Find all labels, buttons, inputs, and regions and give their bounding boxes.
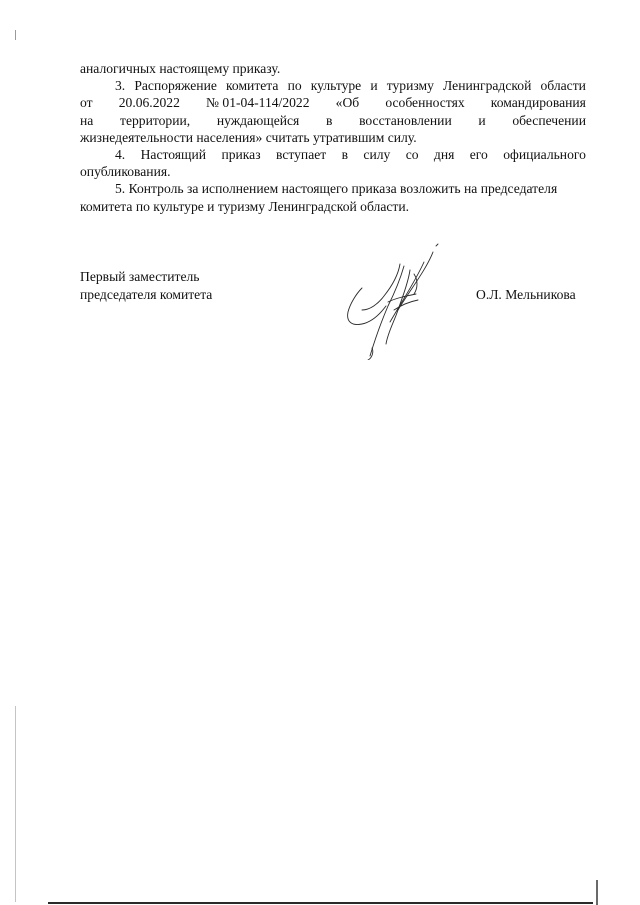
- paragraph-3-line-4: жизнедеятельности населения» считать утратившим силу.: [80, 129, 417, 145]
- bottom-rule: [48, 902, 593, 904]
- paragraph-3-line-3: на территории, нуждающейся в восстановлении и обеспечении: [80, 112, 586, 128]
- document-body: [80, 60, 586, 215]
- paragraph-3-line-1: 3. Распоряжение комитета по культуре и туризму Ленинградской области: [115, 78, 586, 94]
- signer-position: [80, 268, 212, 303]
- paragraph-4-line-1: 4. Настоящий приказ вступает в силу со дня его официального: [115, 147, 586, 163]
- signer-name: О.Л. Мельникова: [476, 287, 576, 302]
- bottom-edge-mark: [596, 880, 598, 905]
- margin-mark-top: [15, 30, 16, 40]
- paragraph-3: [80, 77, 586, 146]
- signer-position-line-2: председателя комитета: [80, 286, 213, 302]
- paragraph-continuation: аналогичных настоящему приказу.: [80, 61, 281, 76]
- signer-position-line-1: Первый заместитель: [80, 269, 200, 284]
- paragraph-5: [80, 180, 586, 214]
- paragraph-4-line-2: опубликования.: [80, 164, 171, 180]
- paragraph-4: [80, 146, 586, 180]
- handwritten-signature: [338, 240, 450, 360]
- margin-mark-bottom: [15, 706, 16, 902]
- paragraph-3-line-2: от 20.06.2022 № 01-04-114/2022 «Об особенностях командирования: [80, 95, 586, 111]
- paragraph-5-line-2: комитета по культуре и туризму Ленинградской области.: [80, 198, 410, 214]
- paragraph-5-line-1: 5. Контроль за исполнением настоящего приказа возложить на председателя: [115, 181, 558, 197]
